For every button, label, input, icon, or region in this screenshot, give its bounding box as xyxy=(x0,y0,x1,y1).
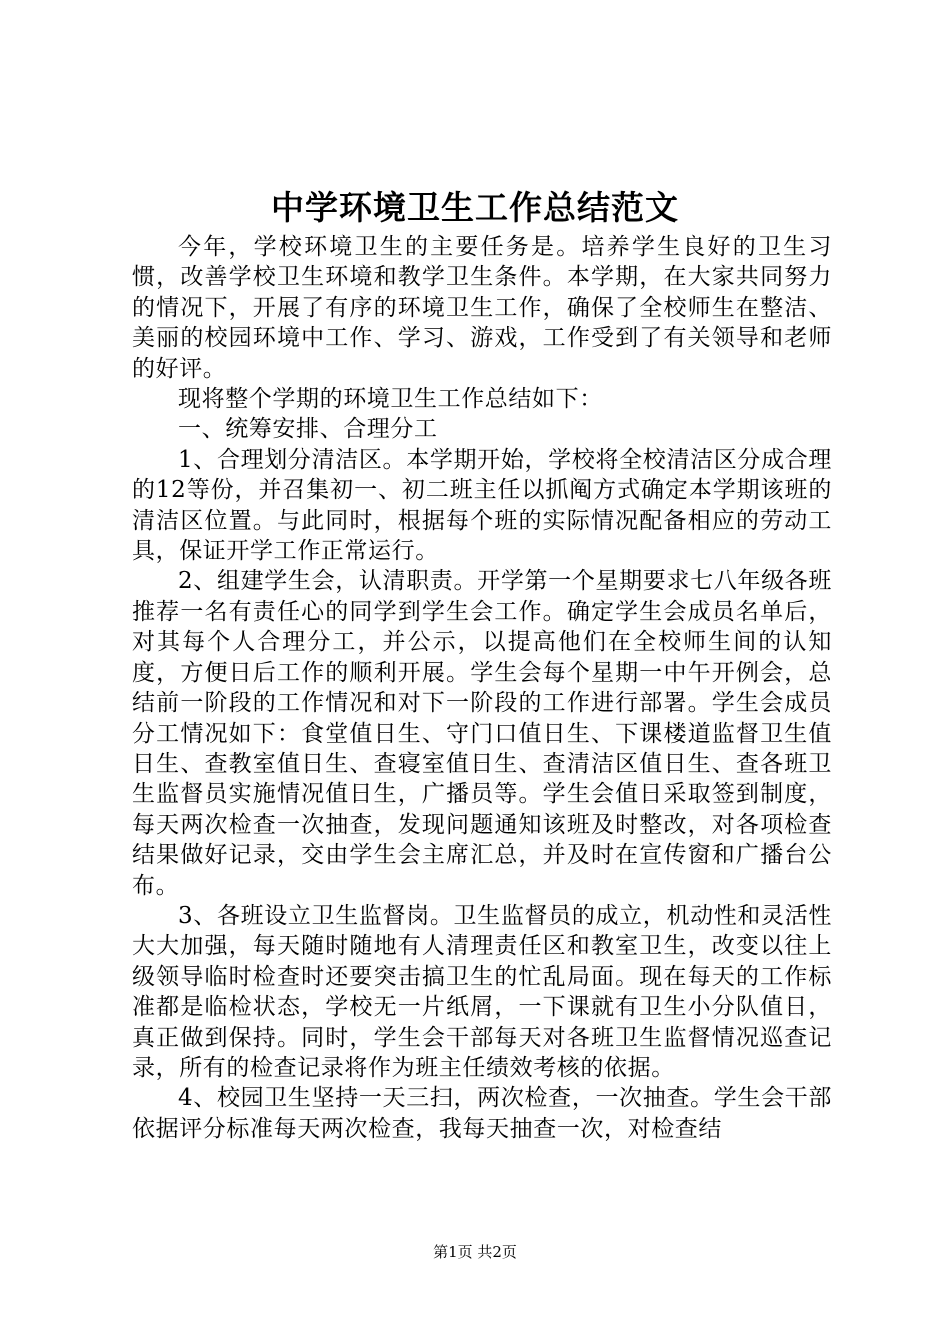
page-title: 中学环境卫生工作总结范文 xyxy=(271,188,679,227)
paragraph-item-2: 2、组建学生会，认清职责。开学第一个星期要求七八年级各班推荐一名有责任心的同学到学生会工作。确定学生会成员名单后，对其每个人合理分工，并公示，以提高他们在全校师生间的认知度，方便日后工作的顺利开展。学生会每个星期一中午开例会，总结前一阶段的工作情况和对下一阶段的工作进行部署。学生会成员分工情况如下：食堂值日生、守门口值日生、下课楼道监督卫生值日生、查教室值日生、查寝室值日生、查清洁区值日生、查各班卫生监督员实施情况值日生，广播员等。学生会值日采取签到制度，每天两次检查一次抽查，发现问题通知该班及时整改，对各项检查结果做好记录，交由学生会主席汇总，并及时在宣传窗和广播台公布。 xyxy=(132,568,832,899)
paragraph-item-3: 3、各班设立卫生监督岗。卫生监督员的成立，机动性和灵活性大大加强，每天随时随地有人清理责任区和教室卫生，改变以往上级领导临时检查时还要突击搞卫生的忙乱局面。现在每天的工作标准都是临检状态，学校无一片纸屑，一下课就有卫生小分队值日，真正做到保持。同时，学生会干部每天对各班卫生监督情况巡查记录，所有的检查记录将作为班主任绩效考核的依据。 xyxy=(132,902,832,1081)
document-body xyxy=(132,232,832,1144)
section-heading-1: 一、统筹安排、合理分工 xyxy=(178,416,438,443)
paragraph-summary-lead: 现将整个学期的环境卫生工作总结如下： xyxy=(178,386,603,413)
page-number: 第1页 共2页 xyxy=(433,1243,517,1261)
paragraph-item-1: 1、合理划分清洁区。本学期开始，学校将全校清洁区分成合理的12等份，并召集初一、初二班主任以抓阄方式确定本学期该班的清洁区位置。与此同时，根据每个班的实际情况配备相应的劳动工具，保证开学工作正常运行。 xyxy=(132,446,832,565)
paragraph-intro: 今年，学校环境卫生的主要任务是。培养学生良好的卫生习惯，改善学校卫生环境和教学卫生条件。本学期，在大家共同努力的情况下，开展了有序的环境卫生工作，确保了全校师生在整洁、美丽的校园环境中工作、学习、游戏，工作受到了有关领导和老师的好评。 xyxy=(132,234,832,382)
paragraph-item-4: 4、校园卫生坚持一天三扫，两次检查，一次抽查。学生会干部依据评分标准每天两次检查，我每天抽查一次，对检查结 xyxy=(132,1085,832,1142)
